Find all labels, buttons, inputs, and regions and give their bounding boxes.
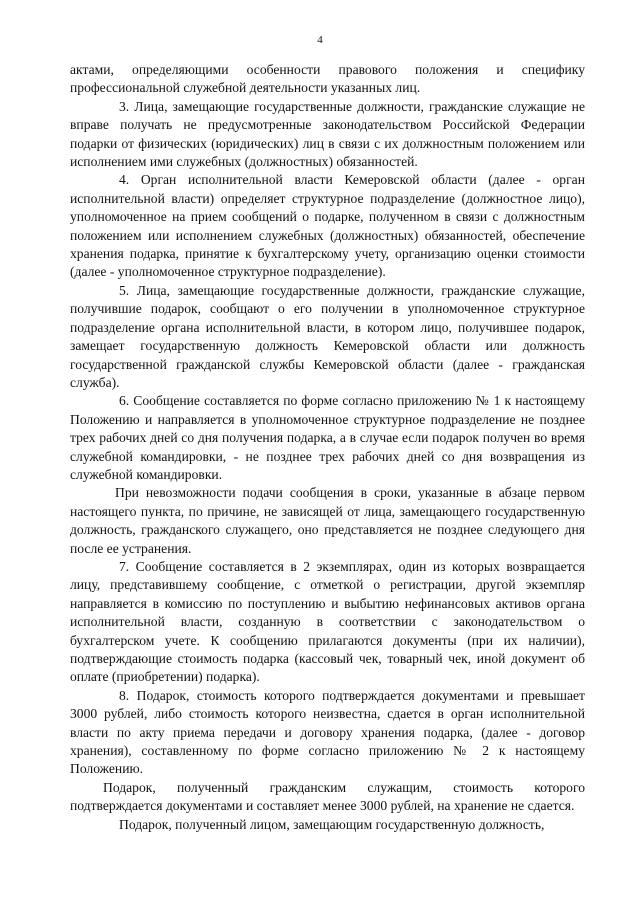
paragraph-item-5: 5. Лица, замещающие государственные должности, гражданские служащие, получившие подарок, сообщают о его получении в уполномоченное структурное подразделение органа исполнительной власти, в котором лицо, получившее подарок, замещает государственную должность Кемеровской области или должность государственной гражданской службы Кемеровской области (далее - гражданская служба).	[70, 282, 585, 390]
document-body	[70, 61, 585, 834]
paragraph-item-7: 7. Сообщение составляется в 2 экземплярах, один из которых возвращается лицу, представившему сообщение, с отметкой о регистрации, другой экземпляр направляется в комиссию по поступлению и выбытию нефинансовых активов органа исполнительной власти, созданную в соответствии с законодательством о бухгалтерском учете. К сообщению прилагаются документы (при их наличии), подтверждающие стоимость подарка (кассовый чек, товарный чек, иной документ об оплате (приобретении) подарка).	[70, 558, 585, 685]
paragraph-continuation: актами, определяющими особенности правового положения и специфику профессиональной служебной деятельности указанных лиц.	[70, 62, 585, 96]
paragraph-item-6: 6. Сообщение составляется по форме согласно приложению № 1 к настоящему Положению и направляется в уполномоченное структурное подразделение не позднее трех рабочих дней со дня получения подарка, а в случае если подарок получен во время служебной командировки, - не позднее трех рабочих дней со дня возвращения из служебной командировки.	[70, 393, 585, 482]
paragraph-item-8: 8. Подарок, стоимость которого подтверждается документами и превышает 3000 рублей, либо стоимость которого неизвестна, сдается в орган исполнительной власти по акту приема передачи и договору хранения подарка, (далее - договор хранения), составленному по форме согласно приложению № 2 к настоящему Положению.	[70, 687, 585, 777]
paragraph-item-8-second: Подарок, полученный гражданским служащим, стоимость которого подтверждается документами и составляет менее 3000 рублей, на хранение не сдается.	[70, 779, 585, 814]
page-number: 4	[317, 34, 323, 46]
paragraph-item-3: 3. Лица, замещающие государственные должности, гражданские служащие не вправе получать не предусмотренные законодательством Российской Федерации подарки от физических (юридических) лиц в связи с их должностным положением или исполнением ими служебных (должностных) обязанностей.	[70, 98, 585, 170]
paragraph-item-4: 4. Орган исполнительной власти Кемеровской области (далее - орган исполнительной власти) определяет структурное подразделение (должностное лицо), уполномоченное на прием сообщений о подарке, полученном в связи с должностным положением или исполнением служебных (должностных) обязанностей, обеспечение хранения подарка, принятие к бухгалтерскому учету, организацию оценки стоимости (далее - уполномоченное структурное подразделение).	[70, 172, 585, 280]
paragraph-item-6-second: При невозможности подачи сообщения в сроки, указанные в абзаце первом настоящего пункта, по причине, не зависящей от лица, замещающего государственную должность, гражданского служащего, оно представляется не позднее следующего дня после ее устранения.	[70, 485, 585, 556]
paragraph-item-8-third: Подарок, полученный лицом, замещающим государственную должность,	[119, 816, 545, 832]
